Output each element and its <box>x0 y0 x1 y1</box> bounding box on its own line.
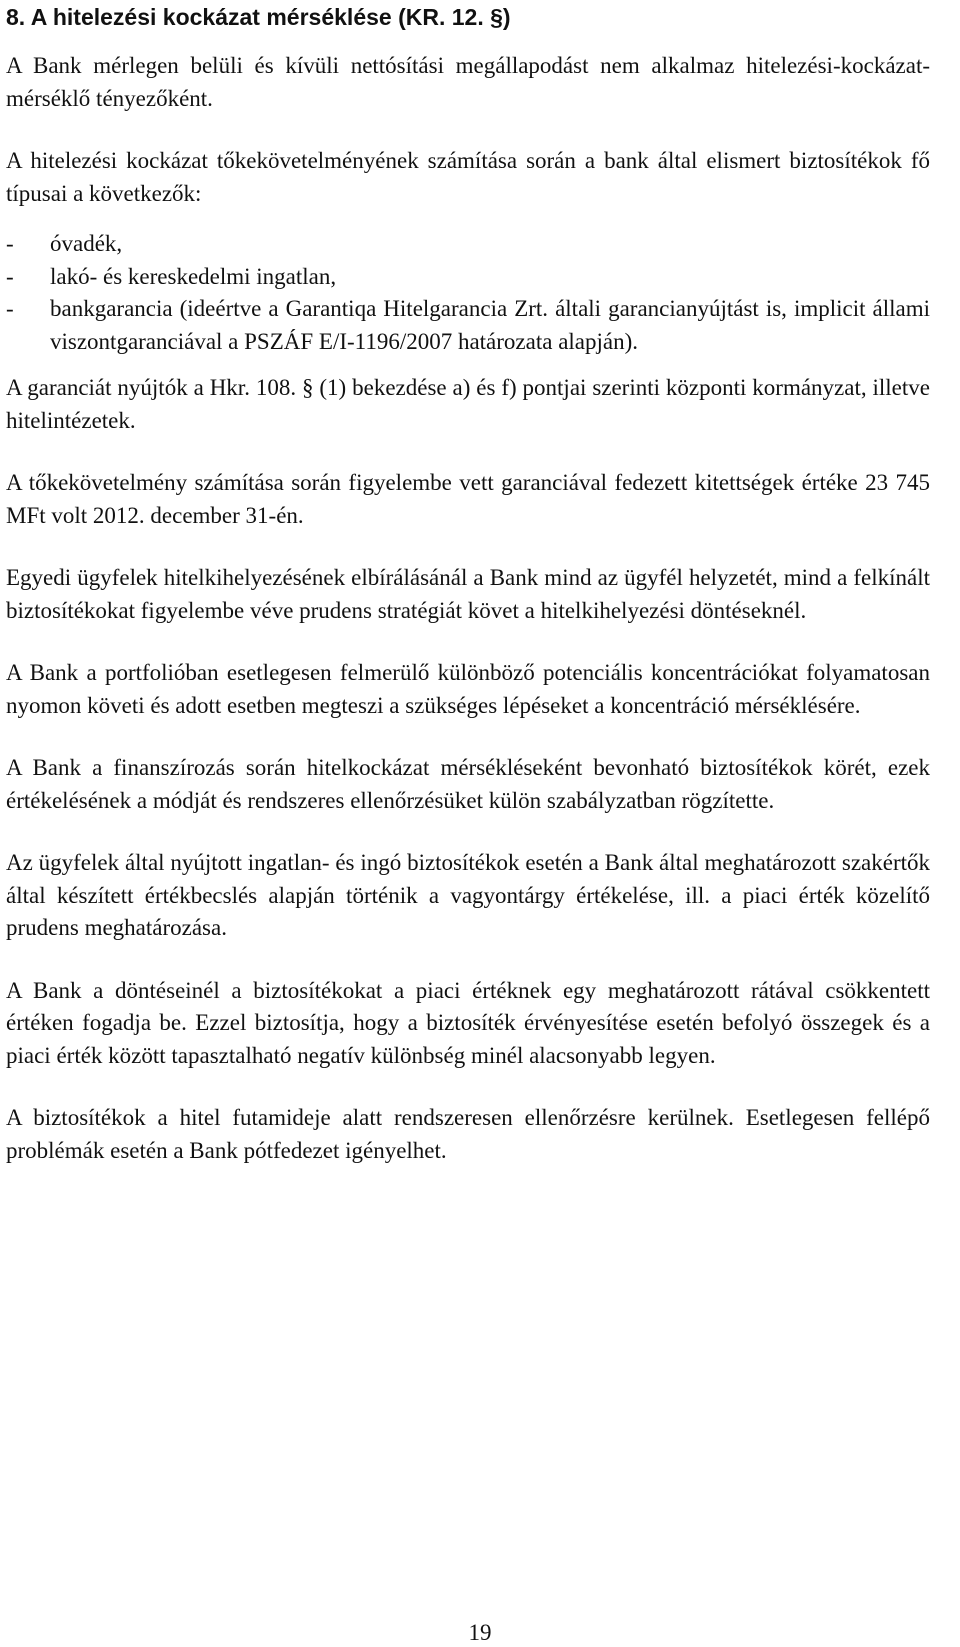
collateral-type-list <box>6 228 930 358</box>
list-item-text: bankgarancia (ideértve a Garantiqa Hitelgarancia Zrt. általi garancianyújtást is, implicit állami viszontgaranciával a PSZÁF E/I-1196/2007 határozata alapján). <box>50 296 930 354</box>
paragraph-valuation: Az ügyfelek által nyújtott ingatlan- és ingó biztosítékok esetén a Bank által meghatározott szakértők által készített értékbecslés alapján történik a vagyontárgy értékelése, ill. a piaci érték közelítő prudens meghatározása. <box>6 850 930 940</box>
paragraph-monitoring: A biztosítékok a hitel futamideje alatt rendszeresen ellenőrzésre kerülnek. Esetlegesen fellépő problémák esetén a Bank pótfedezet igényelhet. <box>6 1105 930 1163</box>
paragraph-guarantors: A garanciát nyújtók a Hkr. 108. § (1) bekezdése a) és f) pontjai szerinti központi kormányzat, illetve hitelintézetek. <box>6 375 930 433</box>
list-item-text: óvadék, <box>50 231 123 256</box>
paragraph-netting: A Bank mérlegen belüli és kívüli nettósítási megállapodást nem alkalmaz hitelezési-kockázat-mérséklő tényezőként. <box>6 53 930 111</box>
list-item <box>6 228 930 261</box>
list-item <box>6 261 930 294</box>
paragraph-collateral-policy: A Bank a finanszírozás során hitelkockázat mérsékléseként bevonható biztosítékok körét, ezek értékelésének a módját és rendszeres ellenőrzésüket külön szabályzatban rögzítette. <box>6 755 930 813</box>
paragraph-individual-clients: Egyedi ügyfelek hitelkihelyezésének elbírálásánál a Bank mind az ügyfél helyzetét, mind a felkínált biztosítékokat figyelembe véve prudens stratégiát követ a hitelkihelyezési döntéseknél. <box>6 565 930 623</box>
paragraph-guaranteed-exposure: A tőkekövetelmény számítása során figyelembe vett garanciával fedezett kitettségek értéke 23 745 MFt volt 2012. december 31-én. <box>6 470 930 528</box>
list-dash: - <box>6 263 14 289</box>
page-number: 19 <box>468 1620 492 1645</box>
paragraph-collateral-intro: A hitelezési kockázat tőkekövetelményének számítása során a bank által elismert biztosítékok fő típusai a következők: <box>6 148 930 206</box>
section-heading: 8. A hitelezési kockázat mérséklése (KR. 12. §) <box>6 4 511 30</box>
list-item <box>6 293 930 358</box>
page-content <box>6 0 930 1197</box>
paragraph-haircut: A Bank a döntéseinél a biztosítékokat a piaci értéknek egy meghatározott rátával csökkentett értéken fogadja be. Ezzel biztosítja, hogy a biztosíték érvényesítése esetén befolyó összegek és a piaci érték között tapasztalható negatív különbség minél alacsonyabb legyen. <box>6 977 930 1068</box>
list-dash: - <box>6 296 14 321</box>
paragraph-concentration: A Bank a portfolióban esetlegesen felmerülő különböző potenciális koncentrációkat folyamatosan nyomon követi és adott esetben megteszi a szükséges lépéseket a koncentráció mérséklésére. <box>6 660 930 718</box>
list-dash: - <box>6 231 14 256</box>
list-item-text: lakó- és kereskedelmi ingatlan, <box>50 263 337 289</box>
